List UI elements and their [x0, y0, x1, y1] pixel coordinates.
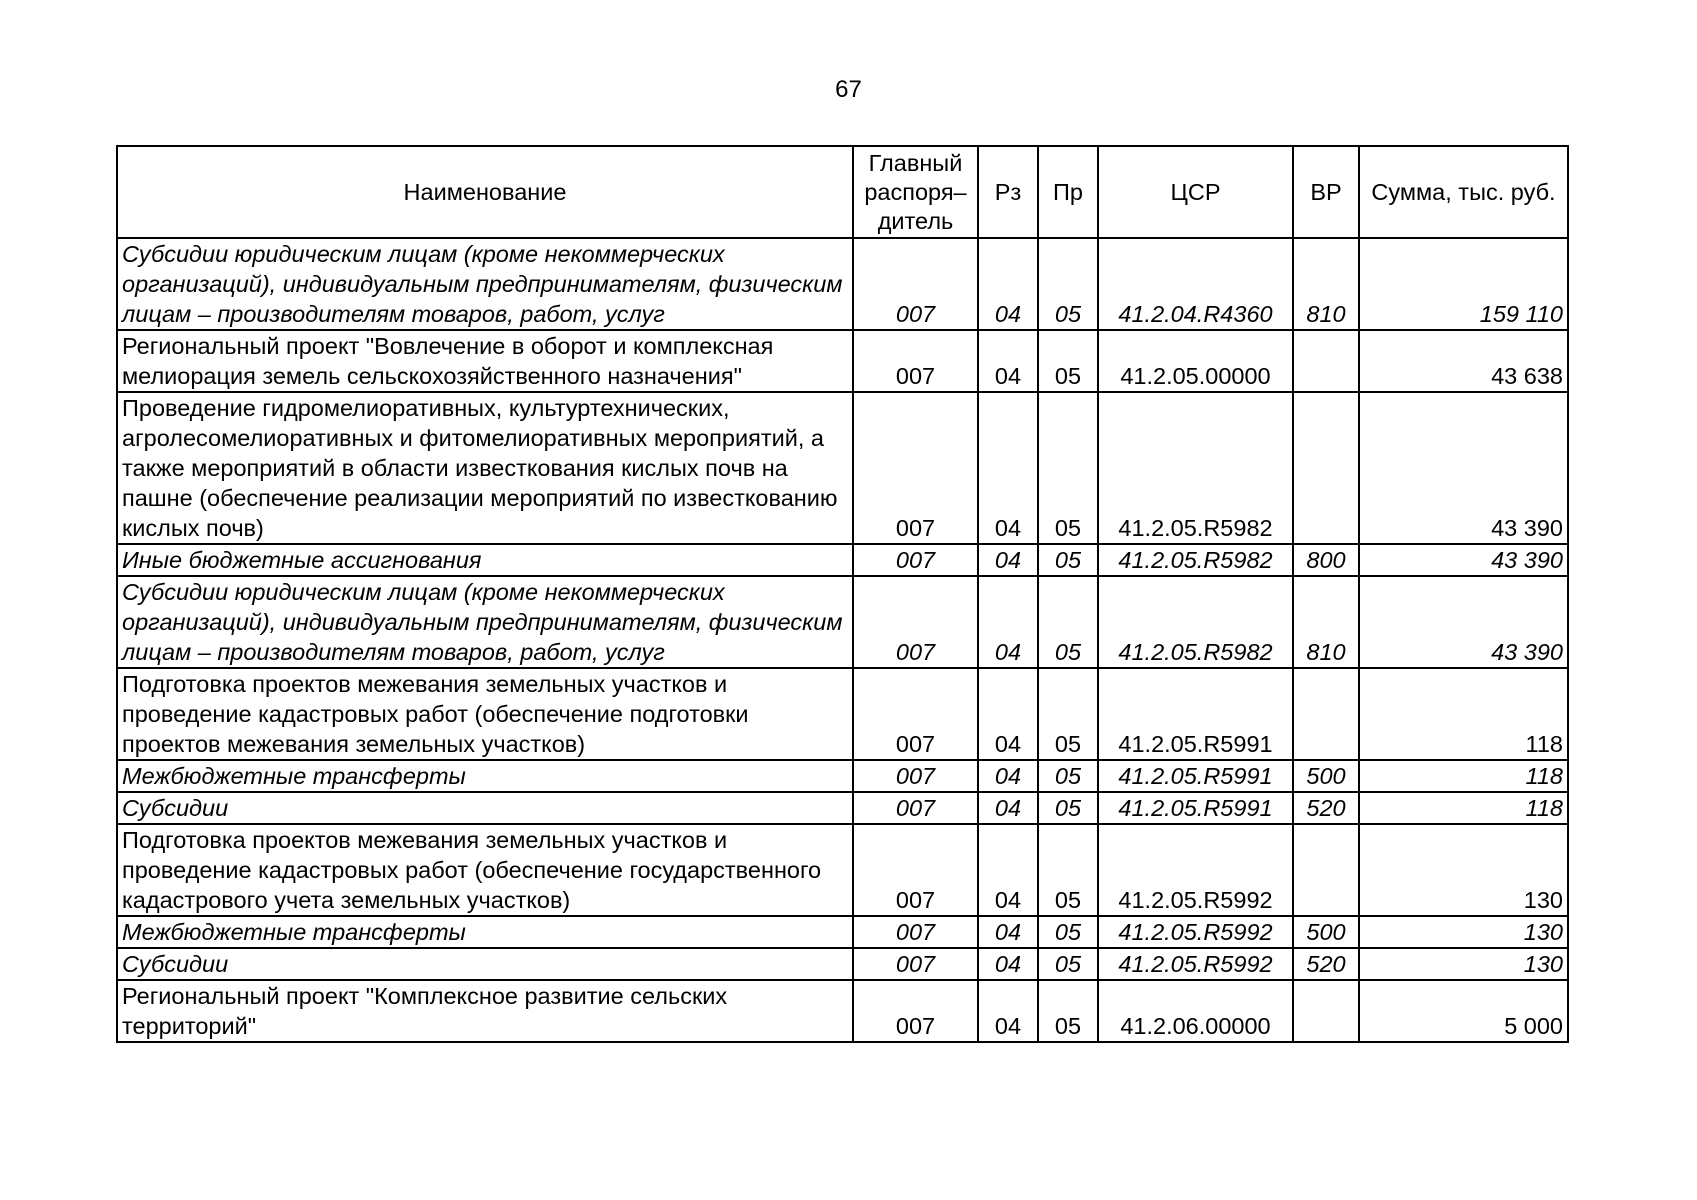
cell-main-manager: 007 [853, 980, 978, 1042]
table-row [117, 760, 1568, 792]
cell-pr: 05 [1038, 916, 1098, 948]
header-csr: ЦСР [1098, 146, 1293, 238]
cell-rz: 04 [978, 576, 1038, 668]
cell-csr: 41.2.05.R5982 [1098, 544, 1293, 576]
cell-csr: 41.2.05.R5982 [1098, 576, 1293, 668]
cell-rz: 04 [978, 392, 1038, 544]
cell-csr: 41.2.05.R5991 [1098, 668, 1293, 760]
cell-vr: 520 [1293, 948, 1359, 980]
cell-csr: 41.2.05.R5992 [1098, 824, 1293, 916]
cell-rz: 04 [978, 792, 1038, 824]
cell-main-manager: 007 [853, 576, 978, 668]
cell-name: Субсидии [117, 792, 853, 824]
header-main-manager: Главный распоря– дитель [853, 146, 978, 238]
cell-sum: 118 [1359, 668, 1568, 760]
cell-main-manager: 007 [853, 392, 978, 544]
cell-main-manager: 007 [853, 760, 978, 792]
header-sum: Сумма, тыс. руб. [1359, 146, 1568, 238]
cell-name: Проведение гидромелиоративных, культуртехнических, агролесомелиоративных и фитомелиоративных мероприятий, а также мероприятий в области известкования кислых почв на пашне (обеспечение реализации мероприятий по известкованию кислых почв) [117, 392, 853, 544]
cell-rz: 04 [978, 668, 1038, 760]
page-number: 67 [835, 76, 862, 103]
cell-vr: 520 [1293, 792, 1359, 824]
cell-main-manager: 007 [853, 792, 978, 824]
cell-pr: 05 [1038, 792, 1098, 824]
cell-vr [1293, 392, 1359, 544]
cell-csr: 41.2.05.R5991 [1098, 792, 1293, 824]
table-row [117, 544, 1568, 576]
cell-csr: 41.2.05.R5991 [1098, 760, 1293, 792]
cell-vr [1293, 668, 1359, 760]
cell-sum: 5 000 [1359, 980, 1568, 1042]
cell-sum: 130 [1359, 824, 1568, 916]
cell-pr: 05 [1038, 980, 1098, 1042]
cell-main-manager: 007 [853, 238, 978, 330]
cell-name: Межбюджетные трансферты [117, 760, 853, 792]
table-row [117, 576, 1568, 668]
cell-sum: 118 [1359, 760, 1568, 792]
cell-sum: 130 [1359, 948, 1568, 980]
cell-name: Иные бюджетные ассигнования [117, 544, 853, 576]
cell-sum: 43 390 [1359, 544, 1568, 576]
cell-name: Межбюджетные трансферты [117, 916, 853, 948]
table-header-row [117, 146, 1568, 238]
table-row [117, 824, 1568, 916]
cell-sum: 43 638 [1359, 330, 1568, 392]
cell-main-manager: 007 [853, 916, 978, 948]
cell-pr: 05 [1038, 392, 1098, 544]
table-row [117, 948, 1568, 980]
cell-pr: 05 [1038, 668, 1098, 760]
cell-csr: 41.2.05.R5982 [1098, 392, 1293, 544]
cell-vr: 500 [1293, 760, 1359, 792]
cell-rz: 04 [978, 980, 1038, 1042]
cell-rz: 04 [978, 916, 1038, 948]
cell-name: Подготовка проектов межевания земельных участков и проведение кадастровых работ (обеспечение государственного кадастрового учета земельных участков) [117, 824, 853, 916]
cell-vr: 800 [1293, 544, 1359, 576]
cell-pr: 05 [1038, 544, 1098, 576]
cell-pr: 05 [1038, 948, 1098, 980]
cell-vr: 810 [1293, 238, 1359, 330]
cell-main-manager: 007 [853, 668, 978, 760]
cell-name: Субсидии юридическим лицам (кроме некоммерческих организаций), индивидуальным предпринимателям, физическим лицам – производителям товаров, работ, услуг [117, 238, 853, 330]
table-row [117, 980, 1568, 1042]
cell-rz: 04 [978, 824, 1038, 916]
cell-vr [1293, 980, 1359, 1042]
cell-name: Подготовка проектов межевания земельных участков и проведение кадастровых работ (обеспечение подготовки проектов межевания земельных участков) [117, 668, 853, 760]
cell-sum: 118 [1359, 792, 1568, 824]
table-row [117, 330, 1568, 392]
cell-pr: 05 [1038, 238, 1098, 330]
header-vr: ВР [1293, 146, 1359, 238]
header-pr: Пр [1038, 146, 1098, 238]
cell-main-manager: 007 [853, 824, 978, 916]
table-row [117, 916, 1568, 948]
cell-vr: 500 [1293, 916, 1359, 948]
cell-pr: 05 [1038, 330, 1098, 392]
header-rz: Рз [978, 146, 1038, 238]
cell-sum: 43 390 [1359, 576, 1568, 668]
cell-name: Региональный проект "Комплексное развитие сельских территорий" [117, 980, 853, 1042]
cell-main-manager: 007 [853, 544, 978, 576]
cell-name: Субсидии [117, 948, 853, 980]
table-row [117, 238, 1568, 330]
cell-rz: 04 [978, 544, 1038, 576]
cell-sum: 43 390 [1359, 392, 1568, 544]
cell-pr: 05 [1038, 760, 1098, 792]
cell-rz: 04 [978, 760, 1038, 792]
cell-csr: 41.2.04.R4360 [1098, 238, 1293, 330]
table-body [117, 238, 1568, 1042]
cell-vr [1293, 824, 1359, 916]
cell-main-manager: 007 [853, 330, 978, 392]
cell-vr [1293, 330, 1359, 392]
cell-csr: 41.2.06.00000 [1098, 980, 1293, 1042]
budget-table [116, 145, 1569, 1043]
cell-csr: 41.2.05.R5992 [1098, 916, 1293, 948]
cell-name: Субсидии юридическим лицам (кроме некоммерческих организаций), индивидуальным предпринимателям, физическим лицам – производителям товаров, работ, услуг [117, 576, 853, 668]
cell-csr: 41.2.05.00000 [1098, 330, 1293, 392]
header-name: Наименование [117, 146, 853, 238]
cell-rz: 04 [978, 948, 1038, 980]
table-row [117, 392, 1568, 544]
cell-sum: 130 [1359, 916, 1568, 948]
cell-rz: 04 [978, 330, 1038, 392]
cell-vr: 810 [1293, 576, 1359, 668]
cell-pr: 05 [1038, 824, 1098, 916]
table-row [117, 792, 1568, 824]
cell-rz: 04 [978, 238, 1038, 330]
cell-main-manager: 007 [853, 948, 978, 980]
cell-pr: 05 [1038, 576, 1098, 668]
cell-csr: 41.2.05.R5992 [1098, 948, 1293, 980]
cell-sum: 159 110 [1359, 238, 1568, 330]
table-row [117, 668, 1568, 760]
cell-name: Региональный проект "Вовлечение в оборот и комплексная мелиорация земель сельскохозяйственного назначения" [117, 330, 853, 392]
